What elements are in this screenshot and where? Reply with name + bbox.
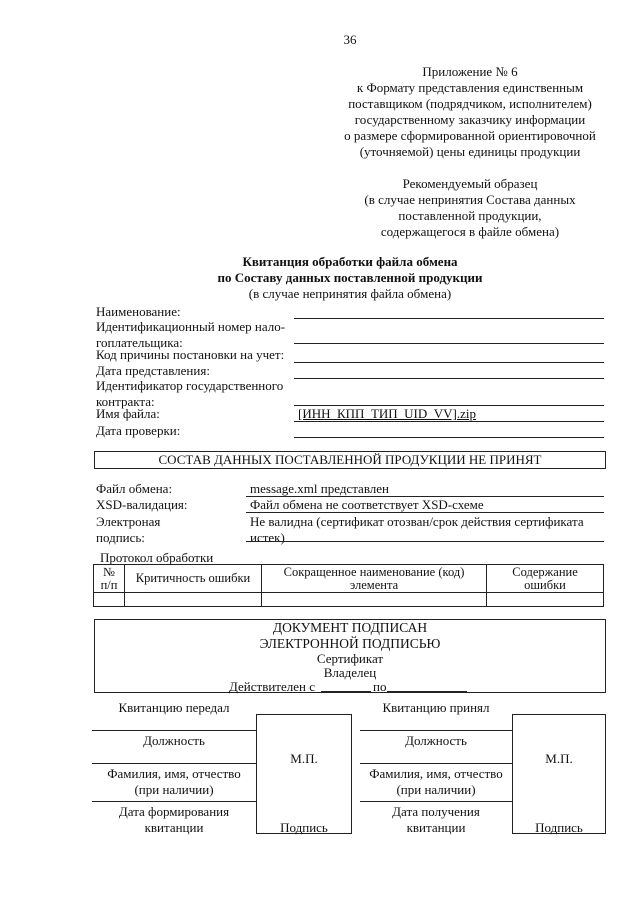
field-contract-label-line: Идентификатор государственного bbox=[96, 378, 284, 393]
field-date-submit-line bbox=[294, 378, 604, 379]
right-fio-label-line: Фамилия, имя, отчество bbox=[369, 766, 503, 781]
left-sign-label: Подпись bbox=[280, 820, 328, 835]
signature-owner: Владелец bbox=[323, 665, 377, 680]
appendix-line: о размере сформированной ориентировочной bbox=[344, 128, 596, 143]
field-kpp-line bbox=[294, 362, 604, 363]
sample-line: (в случае непринятия Состава данных bbox=[364, 192, 576, 207]
left-fio-line bbox=[92, 763, 256, 764]
left-position-label: Должность bbox=[143, 733, 205, 748]
left-fio-label bbox=[92, 766, 256, 798]
appendix-line: государственному заказчику информации bbox=[354, 112, 586, 127]
appendix-line: поставщиком (подрядчиком, исполнителем) bbox=[348, 96, 592, 111]
col-elem-header-line: Сокращенное наименование (код) bbox=[283, 564, 465, 579]
table-cell bbox=[94, 593, 125, 607]
right-sign-label: Подпись bbox=[535, 820, 583, 835]
field-name-line bbox=[294, 318, 604, 319]
title-line: по Составу данных поставленной продукции bbox=[217, 270, 483, 285]
col-content-header-line: ошибки bbox=[524, 577, 566, 592]
left-date-line bbox=[92, 801, 256, 802]
field-inn-line bbox=[294, 343, 604, 344]
right-stamp-label: М.П. bbox=[545, 751, 573, 766]
detail-signature-value-line: истек) bbox=[250, 530, 285, 545]
right-position-line bbox=[360, 730, 512, 731]
detail-signature-label-line: подпись: bbox=[96, 530, 145, 545]
col-elem-header-line: элемента bbox=[349, 577, 399, 592]
title-line: (в случае непринятия файла обмена) bbox=[248, 286, 452, 301]
document-title bbox=[150, 254, 550, 302]
col-num-header-line: п/п bbox=[100, 577, 118, 592]
sample-line: Рекомендуемый образец bbox=[402, 176, 538, 191]
detail-signature-label bbox=[96, 514, 160, 546]
field-inn-label-line: Идентификационный номер нало- bbox=[96, 319, 286, 334]
field-check-date-line bbox=[294, 437, 604, 438]
sample-line: содержащегося в файле обмена) bbox=[380, 224, 560, 239]
field-filename-line bbox=[294, 421, 604, 422]
title-line: Квитанция обработки файла обмена bbox=[242, 254, 458, 269]
col-content-header bbox=[487, 565, 604, 593]
left-date-label-line: квитанции bbox=[144, 820, 204, 835]
signature-title-line: ДОКУМЕНТ ПОДПИСАН bbox=[272, 620, 428, 635]
table-row bbox=[94, 593, 604, 607]
sample-line: поставленной продукции, bbox=[398, 208, 542, 223]
appendix-line: Приложение № 6 bbox=[422, 64, 518, 79]
detail-xsd-line bbox=[246, 512, 604, 513]
field-kpp-label: Код причины постановки на учет: bbox=[96, 347, 285, 362]
table-cell bbox=[487, 593, 604, 607]
field-filename-label: Имя файла: bbox=[96, 406, 160, 421]
left-stamp-label: М.П. bbox=[290, 751, 318, 766]
table-cell bbox=[262, 593, 487, 607]
appendix-line: (уточняемой) цены единицы продукции bbox=[359, 144, 581, 159]
col-num-header bbox=[94, 565, 125, 593]
signature-box bbox=[94, 619, 606, 693]
right-date-label bbox=[360, 804, 512, 836]
field-check-date-label: Дата проверки: bbox=[96, 423, 181, 438]
table-cell bbox=[125, 593, 262, 607]
detail-file-value: message.xml представлен bbox=[250, 481, 389, 496]
detail-signature-value-line: Не валидна (сертификат отозван/срок действия сертификата bbox=[250, 514, 584, 529]
page-number: 36 bbox=[343, 32, 357, 47]
signature-valid-to: по bbox=[373, 679, 387, 694]
col-content-header-line: Содержание bbox=[512, 564, 578, 579]
detail-signature-line bbox=[246, 541, 604, 542]
right-fio-label-line: (при наличии) bbox=[396, 782, 476, 797]
valid-to-line bbox=[387, 691, 467, 692]
signature-cert: Сертификат bbox=[316, 651, 384, 666]
left-date-label bbox=[92, 804, 256, 836]
right-fio-label bbox=[360, 766, 512, 798]
detail-file-label: Файл обмена: bbox=[96, 481, 173, 496]
status-banner: СОСТАВ ДАННЫХ ПОСТАВЛЕННОЙ ПРОДУКЦИИ НЕ ПРИНЯТ bbox=[94, 451, 606, 469]
detail-xsd-label: XSD-валидация: bbox=[96, 497, 188, 512]
right-date-label-line: Дата получения bbox=[392, 804, 480, 819]
field-name-label: Наименование: bbox=[96, 304, 181, 319]
valid-from-line bbox=[321, 691, 371, 692]
signature-valid-from: Действителен с bbox=[229, 679, 315, 694]
detail-signature-label-line: Электроная bbox=[96, 514, 161, 529]
left-date-label-line: Дата формирования bbox=[118, 804, 230, 819]
col-num-header-line: № bbox=[103, 564, 115, 579]
field-filename-value: [ИНН_КПП_ТИП_UID_VV].zip bbox=[298, 406, 477, 421]
right-heading: Квитанцию принял bbox=[382, 700, 490, 715]
left-fio-label-line: (при наличии) bbox=[134, 782, 214, 797]
field-inn-label-line: гоплательщика: bbox=[96, 335, 183, 350]
left-position-line bbox=[92, 730, 256, 731]
protocol-title: Протокол обработки bbox=[100, 550, 214, 565]
right-date-line bbox=[360, 801, 512, 802]
appendix-line: к Формату представления единственным bbox=[356, 80, 584, 95]
signature-title-line: ЭЛЕКТРОННОЙ ПОДПИСЬЮ bbox=[259, 636, 441, 651]
protocol-header-row bbox=[94, 565, 604, 593]
col-elem-header bbox=[262, 565, 487, 593]
right-date-label-line: квитанции bbox=[406, 820, 466, 835]
left-heading: Квитанцию передал bbox=[118, 700, 230, 715]
field-contract-label-line: контракта: bbox=[96, 394, 155, 409]
right-stamp-box bbox=[512, 714, 606, 834]
right-position-label: Должность bbox=[405, 733, 467, 748]
right-fio-line bbox=[360, 763, 512, 764]
appendix-header bbox=[320, 64, 620, 160]
left-stamp-box bbox=[256, 714, 352, 834]
col-crit-header: Критичность ошибки bbox=[125, 565, 262, 593]
field-date-submit-label: Дата представления: bbox=[96, 363, 210, 378]
sample-note bbox=[330, 176, 610, 240]
detail-xsd-value: Файл обмена не соответствует XSD-схеме bbox=[250, 497, 484, 512]
protocol-table bbox=[93, 564, 604, 607]
left-fio-label-line: Фамилия, имя, отчество bbox=[107, 766, 241, 781]
signature-title bbox=[95, 620, 605, 652]
